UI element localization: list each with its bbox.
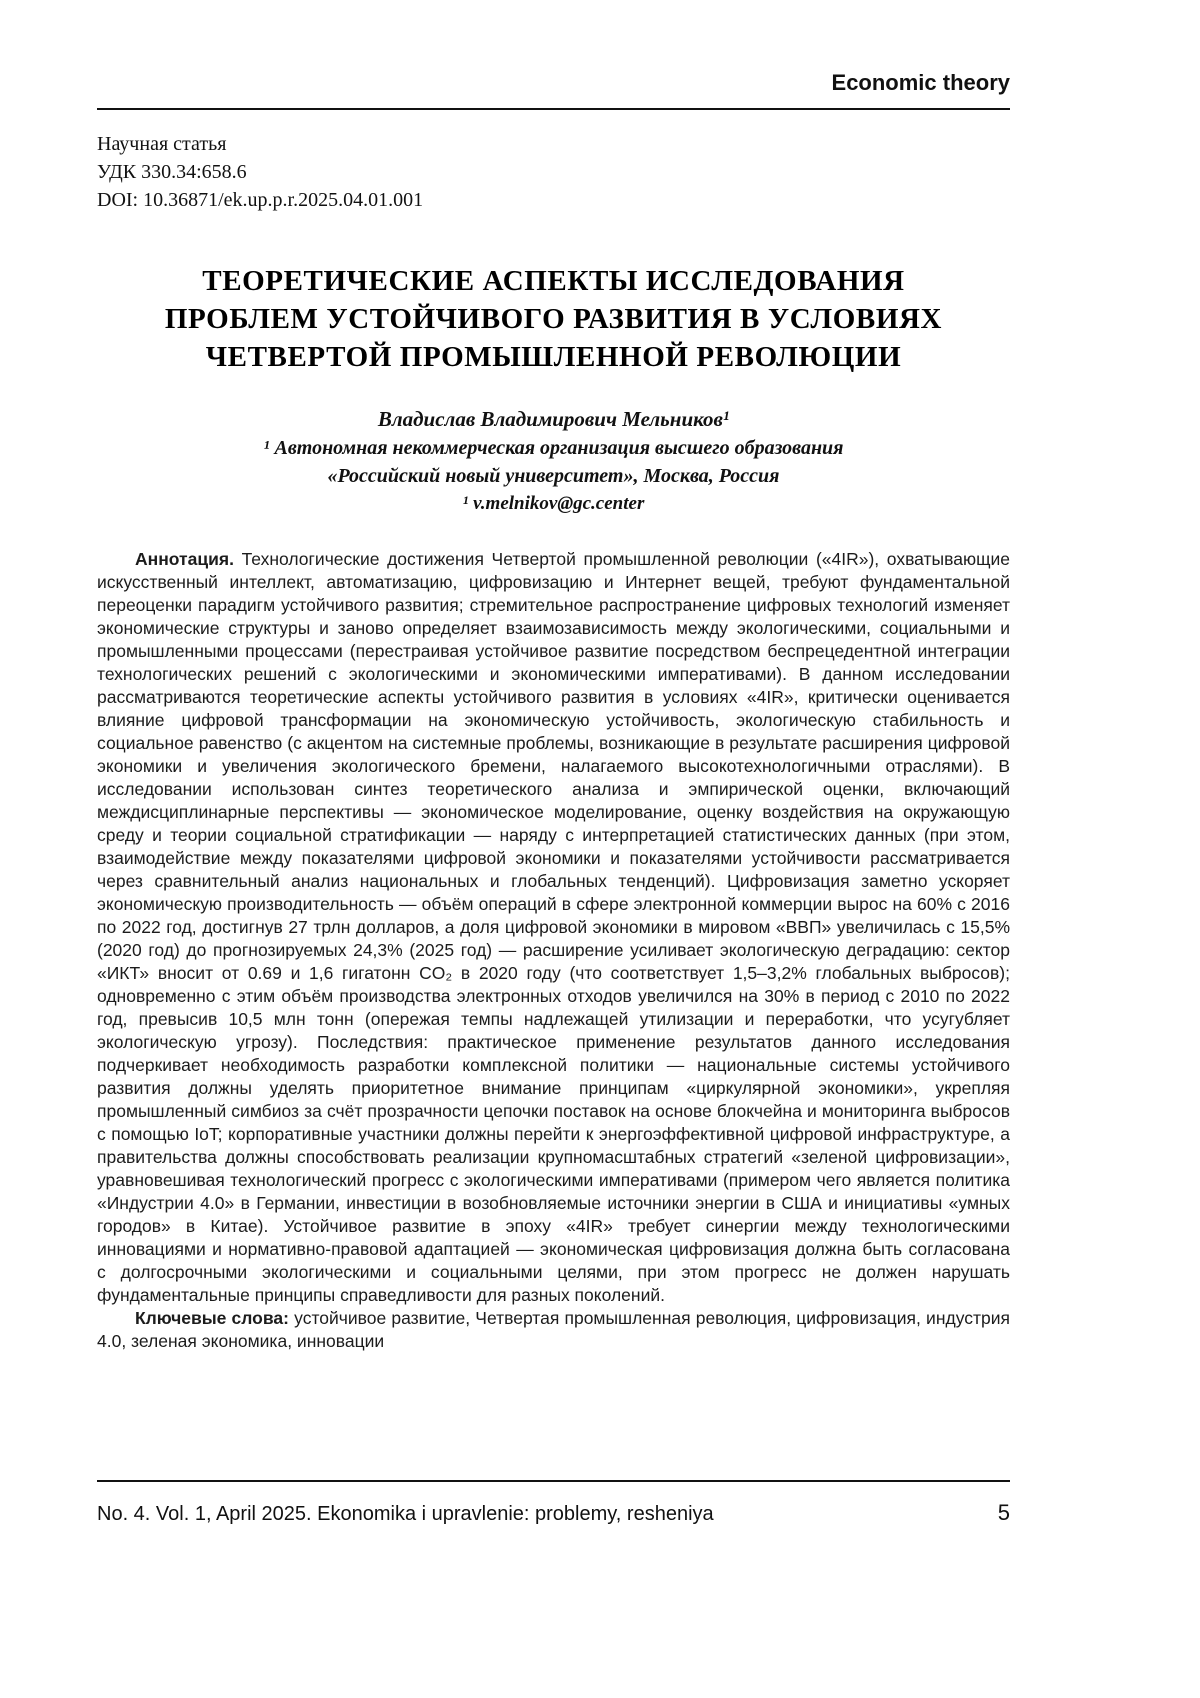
page-number: 5 [997, 1500, 1010, 1525]
keywords-text: устойчивое развитие, Четвертая промышленная революция, цифровизация, индустрия 4.0, зеленая экономика, инновации [97, 1308, 1011, 1351]
abstract-text: Технологические достижения Четвертой промышленной революции («4IR»), охватывающие искусственный интеллект, автоматизацию, цифровизацию и Интернет вещей, требуют фундаментальной переоценки парадигм устойчивого развития; стремительное распространение цифровых технологий изменяет экономические структуры и заново определяет взаимозависимость между экологическими, социальными и промышленными процессами (перестраивая устойчивое развитие посредством беспрецедентной интеграции технологических решений с экологическими и экономическими императивами). В данном исследовании рассматриваются теоретические аспекты устойчивого развития в условиях «4IR», критически оценивается влияние цифровой трансформации на экономическую устойчивость, экологическую стабильность и социальное равенство (с акцентом на системные проблемы, возникающие в результате расширения цифровой экономики и увеличения экологического бремени, налагаемого высокотехнологичными отраслями). В исследовании использован синтез теоретического анализа и эмпирической оценки, включающий междисциплинарные перспективы — экономическое моделирование, оценку воздействия на окружающую среду и теории социальной стратификации — наряду с интерпретацией статистических данных (при этом, взаимодействие между показателями цифровой экономики и показателями устойчивости рассматривается через сравнительный анализ национальных и глобальных тенденций). Цифровизация заметно ускоряет экономическую производительность — объём операций в сфере электронной коммерции вырос на 60% с 2016 по 2022 год, достигнув 27 трлн долларов, а доля цифровой экономики в мировом «ВВП» увеличилась с 15,5% (2020 год) до прогнозируемых 24,3% (2025 год) — расширение усиливает экологическую деградацию: сектор «ИКТ» вносит от 0.69 и 1,6 гигатонн CO₂ в 2020 году (что соответствует 1,5–3,2% глобальных выбросов); одновременно с этим объём производства электронных отходов увеличился на 30% в период с 2010 по 2022 год, превысив 10,5 млн тонн (опережая темпы надлежащей утилизации и переработки, что усугубляет экологическую угрозу). Последствия: практическое применение результатов данного исследования подчеркивает необходимость разработки комплексной политики — национальные системы устойчивого развития должны уделять приоритетное внимание принципам «циркулярной экономики», укрепляя промышленный симбиоз за счёт прозрачности цепочки поставок на основе блокчейна и мониторинга выбросов с помощью IoT; корпоративные участники должны перейти к энергоэффективной цифровой инфраструктуре, а правительства должны способствовать реализации крупномасштабных стратегий «зеленой цифровизации», уравновешивая технологический прогресс с экологическими императивами (примером чего является политика «Индустрии 4.0» в Германии, инвестиции в возобновляемые источники энергии в США и инициативы «умных городов» в Китае). Устойчивое развитие в эпоху «4IR» требует синергии между технологическими инновациями и нормативно-правовой адаптацией — экономическая цифровизация должна быть согласована с долгосрочными экологическими и социальными целями, при этом прогресс не должен нарушать фундаментальные принципы справедливости для разных поколений. [97, 549, 1010, 1305]
abstract-paragraph [97, 548, 1010, 1307]
udc-number: УДК 330.34:658.6 [97, 161, 247, 183]
author-affiliation-line-1: ¹ Автономная некоммерческая организация высшего образования [263, 437, 844, 459]
author-name: Владислав Владимирович Мельников¹ [377, 407, 730, 431]
article-meta [97, 130, 1010, 214]
author-email: ¹ v.melnikov@gc.center [462, 493, 645, 514]
authors-block [97, 404, 1010, 518]
abstract-label: Аннотация. [135, 549, 234, 569]
article-title [97, 262, 1010, 376]
keywords-label: Ключевые слова: [135, 1308, 289, 1328]
header-rule [97, 108, 1010, 110]
title-line: ЧЕТВЕРТОЙ ПРОМЫШЛЕННОЙ РЕВОЛЮЦИИ [205, 341, 902, 373]
keywords-paragraph [97, 1307, 1010, 1353]
page-footer [97, 1480, 1010, 1526]
title-line: ТЕОРЕТИЧЕСКИЕ АСПЕКТЫ ИССЛЕДОВАНИЯ [202, 265, 905, 297]
article-type: Научная статья [97, 133, 227, 155]
title-line: ПРОБЛЕМ УСТОЙЧИВОГО РАЗВИТИЯ В УСЛОВИЯХ [164, 303, 943, 335]
journal-info: No. 4. Vol. 1, April 2025. Ekonomika i upravlenie: problemy, resheniya [97, 1503, 714, 1525]
author-affiliation-line-2: «Российский новый университет», Москва, Россия [327, 465, 780, 487]
doi-number: DOI: 10.36871/ek.up.p.r.2025.04.01.001 [97, 189, 424, 211]
section-label: Economic theory [831, 70, 1010, 95]
